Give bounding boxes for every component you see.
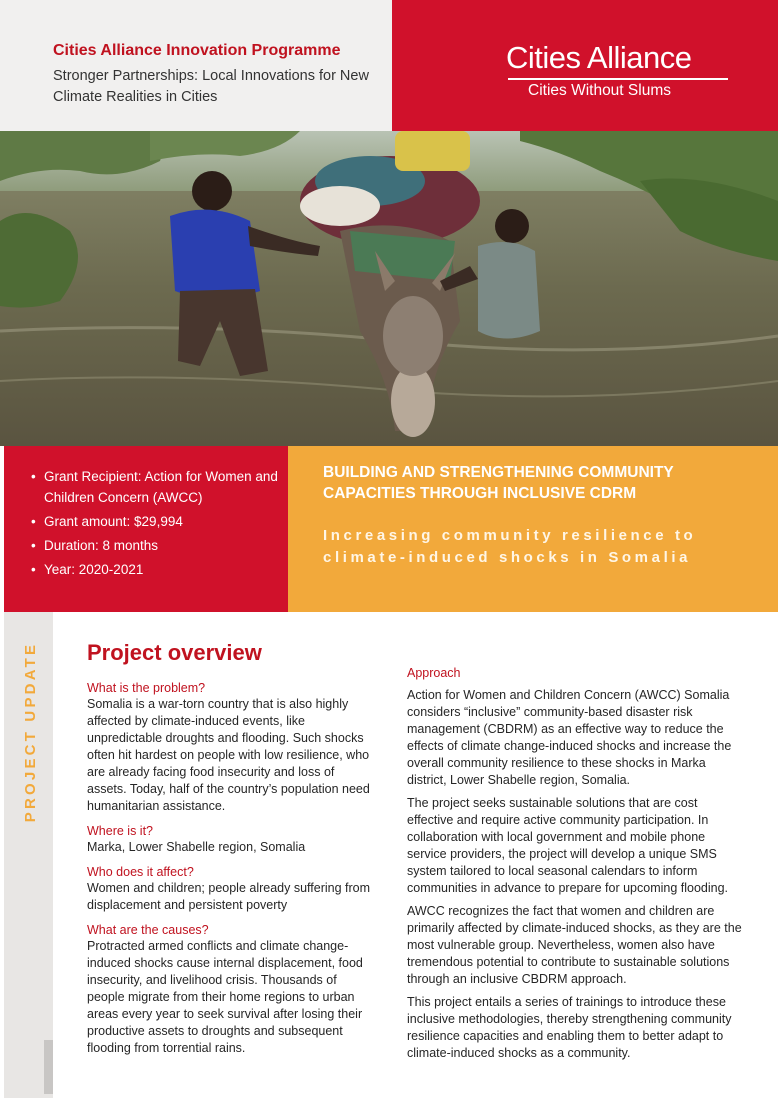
- approach-paragraph: This project entails a series of trainings to introduce these inclusive methodologies, thereby strengthening community resilience capacities and enabling them to better adapt to climate-induced shocks as a community.: [407, 995, 732, 1060]
- location-question: Where is it?: [87, 824, 153, 838]
- problem-question: What is the problem?: [87, 681, 206, 695]
- grant-details-panel: [4, 446, 288, 612]
- approach-paragraph: AWCC recognizes the fact that women and children are primarily affected by climate-induced shocks, as they are the most vulnerable group. Nevertheless, women also have tremendous potential to contribute to sustainable solutions through an inclusive CBDRM approach.: [407, 904, 742, 986]
- approach-column: [407, 657, 747, 1062]
- project-subtitle: Increasing community resilience to climate-induced shocks in Somalia: [323, 527, 697, 566]
- grant-details-list: [31, 466, 283, 583]
- header-programme-panel: [0, 0, 392, 131]
- overview-heading: Project overview: [87, 640, 262, 665]
- location-answer: Marka, Lower Shabelle region, Somalia: [87, 840, 306, 854]
- logo-tagline: Cities Without Slums: [528, 82, 671, 99]
- affected-question: Who does it affect?: [87, 865, 194, 879]
- overview-column: [87, 640, 372, 1057]
- sidebar-accent-bar: [44, 1040, 53, 1094]
- grant-amount: • Grant amount: $29,994: [31, 511, 283, 532]
- approach-paragraph: The project seeks sustainable solutions that are cost effective and require active community participation. In collaboration with local government and mobile phone service providers, the project will develop a unique SMS system tailored to local seasonal calendars to inform communities in advance to prepare for upcoming flooding.: [407, 796, 729, 895]
- affected-answer: Women and children; people already suffering from displacement and persistent poverty: [87, 881, 371, 912]
- programme-subtitle: Stronger Partnerships: Local Innovations for New Climate Realities in Cities: [53, 68, 369, 105]
- grant-recipient: • Grant Recipient: Action for Women and Children Concern (AWCC): [31, 466, 283, 508]
- causes-question: What are the causes?: [87, 923, 209, 937]
- causes-answer: Protracted armed conflicts and climate change-induced shocks cause internal displacement, food insecurity, and livelihood crisis. Thousands of people migrate from their home regions to urban areas every year to seek survival after losing their productive assets to droughts and subsequent flooding from torrential rains.: [87, 939, 363, 1055]
- grant-duration: • Duration: 8 months: [31, 535, 283, 556]
- approach-heading: Approach: [407, 666, 461, 680]
- approach-paragraph: Action for Women and Children Concern (AWCC) Somalia considers “inclusive” community-based disaster risk management (CBDRM) as an effective way to reduce the effects of climate change-induced shocks and increase the overall community resilience to these shocks in Marka district, Lower Shabelle region, Somalia.: [407, 688, 732, 787]
- hero-photo: [0, 131, 778, 446]
- project-title: BUILDING AND STRENGTHENING COMMUNITY CAPACITIES THROUGH INCLUSIVE CDRM: [323, 464, 674, 502]
- grant-year: • Year: 2020-2021: [31, 559, 283, 580]
- logo-divider: [508, 78, 728, 80]
- cities-alliance-logo: [392, 0, 778, 131]
- project-title-panel: [288, 446, 778, 612]
- programme-title: Cities Alliance Innovation Programme: [53, 42, 341, 59]
- logo-name: Cities Alliance: [506, 40, 692, 75]
- problem-answer: Somalia is a war-torn country that is also highly affected by climate-induced events, like unpredictable droughts and flooding. Such shocks often hit hardest on people with low resilience, who are already facing food insecurity and loss of assets. Today, half of the country’s population need humanitarian assistance.: [87, 697, 370, 813]
- project-update-label: PROJECT UPDATE: [22, 641, 39, 823]
